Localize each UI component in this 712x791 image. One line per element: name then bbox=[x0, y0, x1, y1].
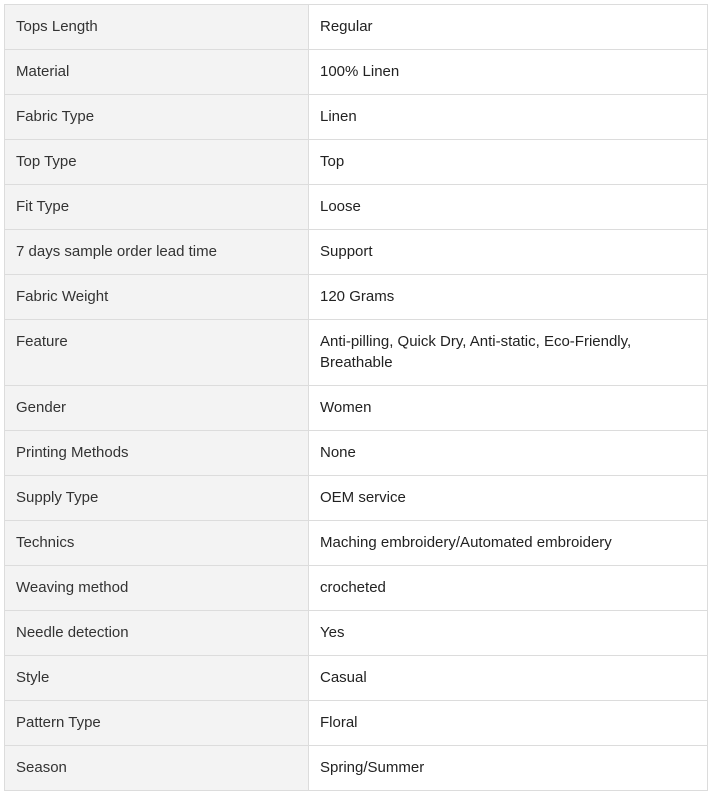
spec-label: 7 days sample order lead time bbox=[5, 230, 309, 275]
spec-value: Anti-pilling, Quick Dry, Anti-static, Eco-Friendly, Breathable bbox=[309, 320, 708, 386]
spec-label: Tops Length bbox=[5, 5, 309, 50]
spec-label: Fabric Weight bbox=[5, 275, 309, 320]
spec-value: Spring/Summer bbox=[309, 746, 708, 791]
table-row bbox=[5, 476, 708, 521]
spec-label: Technics bbox=[5, 521, 309, 566]
table-row bbox=[5, 701, 708, 746]
spec-value: Casual bbox=[309, 656, 708, 701]
product-spec-table bbox=[4, 4, 708, 791]
spec-value: Support bbox=[309, 230, 708, 275]
spec-label: Fit Type bbox=[5, 185, 309, 230]
table-row bbox=[5, 566, 708, 611]
spec-value: Top bbox=[309, 140, 708, 185]
spec-label: Style bbox=[5, 656, 309, 701]
table-row bbox=[5, 656, 708, 701]
spec-value: Floral bbox=[309, 701, 708, 746]
spec-value: Yes bbox=[309, 611, 708, 656]
spec-value: Women bbox=[309, 386, 708, 431]
spec-value: None bbox=[309, 431, 708, 476]
spec-label: Top Type bbox=[5, 140, 309, 185]
spec-value: OEM service bbox=[309, 476, 708, 521]
table-row bbox=[5, 95, 708, 140]
spec-value: Regular bbox=[309, 5, 708, 50]
spec-label: Feature bbox=[5, 320, 309, 386]
table-row bbox=[5, 611, 708, 656]
table-row bbox=[5, 230, 708, 275]
spec-label: Season bbox=[5, 746, 309, 791]
spec-label: Gender bbox=[5, 386, 309, 431]
table-row bbox=[5, 140, 708, 185]
table-row bbox=[5, 746, 708, 791]
table-row bbox=[5, 386, 708, 431]
table-row bbox=[5, 5, 708, 50]
spec-label: Weaving method bbox=[5, 566, 309, 611]
spec-value: Loose bbox=[309, 185, 708, 230]
spec-label: Needle detection bbox=[5, 611, 309, 656]
table-row bbox=[5, 320, 708, 386]
spec-value: 120 Grams bbox=[309, 275, 708, 320]
spec-label: Pattern Type bbox=[5, 701, 309, 746]
spec-value: crocheted bbox=[309, 566, 708, 611]
spec-value: Linen bbox=[309, 95, 708, 140]
spec-label: Printing Methods bbox=[5, 431, 309, 476]
table-row bbox=[5, 521, 708, 566]
table-row bbox=[5, 185, 708, 230]
table-row bbox=[5, 275, 708, 320]
spec-label: Supply Type bbox=[5, 476, 309, 521]
table-row bbox=[5, 431, 708, 476]
spec-value: 100% Linen bbox=[309, 50, 708, 95]
spec-label: Fabric Type bbox=[5, 95, 309, 140]
spec-value: Maching embroidery/Automated embroidery bbox=[309, 521, 708, 566]
spec-label: Material bbox=[5, 50, 309, 95]
table-row bbox=[5, 50, 708, 95]
spec-table-body bbox=[5, 5, 708, 791]
